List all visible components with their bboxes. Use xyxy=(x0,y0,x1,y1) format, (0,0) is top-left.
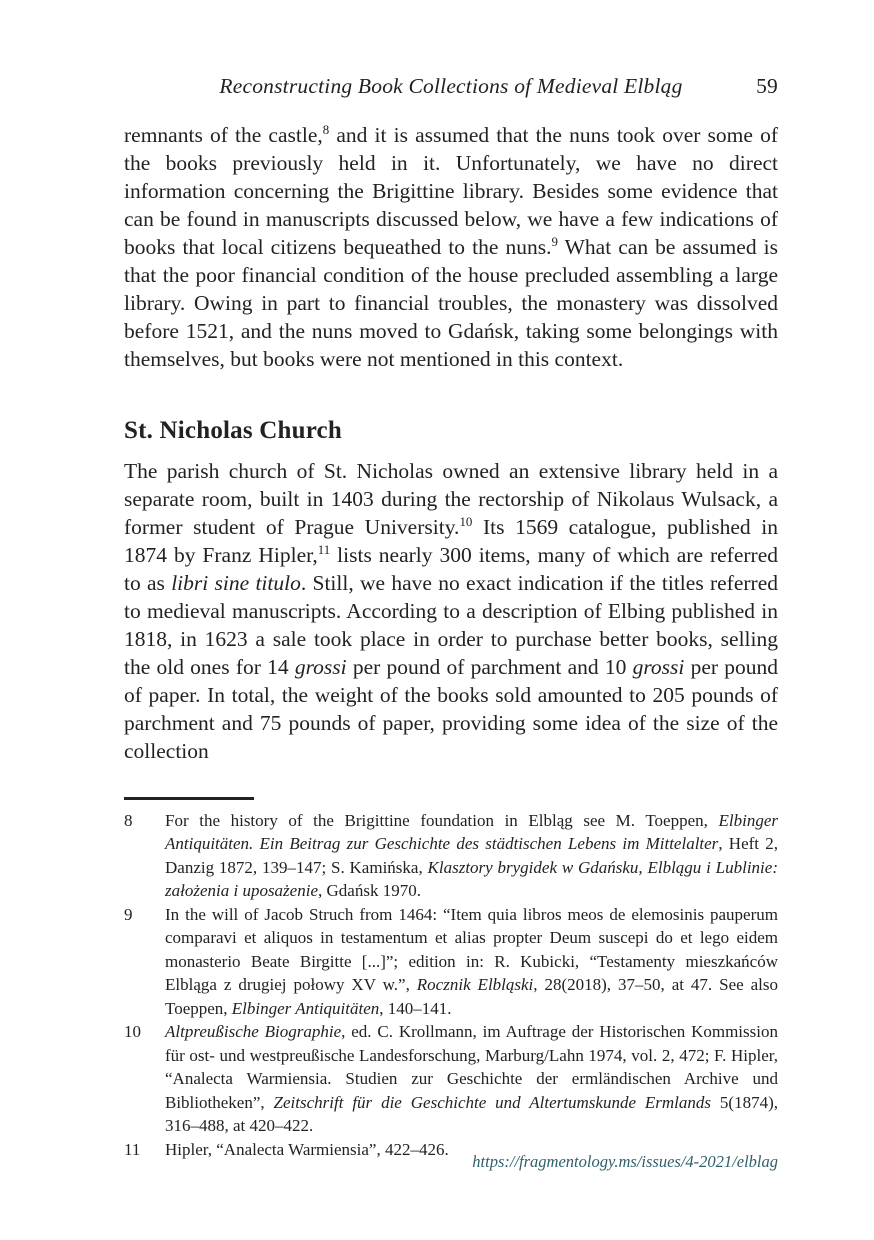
footnote-number: 11 xyxy=(124,1139,141,1159)
body-paragraph-st-nicholas: The parish church of St. Nicholas owned an extensive library held in a separate room, built in 1403 during the rectorship of Nikolaus Wulsack, a former student of Prague University.$^{10}$ Its 1569 catalogue, published in 1874 by Franz Hipler,$^{11}$ lists nearly 300 items, many of which are referred to as libri sine titulo. Still, we have no exact indication if the titles referred to medieval manuscripts. According to a description of Elbing published in 1818, in 1623 a sale took place in order to purchase better books, selling the old ones for 14 grossi per pound of parchment and 10 grossi per pound of paper. In total, the weight of the books sold amounted to 205 pounds of parchment and 75 pounds of paper, providing some idea of the size of the collection xyxy=(124,459,779,763)
footnote-10 xyxy=(124,1020,778,1138)
footnote-number: 9 xyxy=(124,904,133,924)
running-head-title: Reconstructing Book Collections of Medieval Elbląg xyxy=(219,74,683,98)
footnote-text: In the will of Jacob Struch from 1464: “Item quia libros meos de elemosinis pauperum comparavi et aliquos in testamentum et alias propter Deum suscepi do et lego eidem monasterio Beate Birgitte [...]”; edition in: R. Kubicki, “Testamenty mieszkańców Elbląga z drugiej połowy XV w.”, Rocznik Elbląski, 28(2018), 37–50, at 47. See also Toeppen, Elbinger Antiquitäten, 140–141. xyxy=(165,904,778,1018)
body-paragraph-brigittine: remnants of the castle,$^8$ and it is assumed that the nuns took over some of the books previously held in it. Unfortunately, we have no direct information concerning the Brigittine library. Besides some evidence that can be found in manuscripts discussed below, we have a few indications of books that local citizens bequeathed to the nuns.$^9$ What can be assumed is that the poor financial condition of the house precluded assembling a large library. Owing in part to financial troubles, the monastery was dissolved before 1521, and the nuns moved to Gdańsk, taking some belongings with themselves, but books were not mentioned in this context. xyxy=(124,122,778,371)
footnote-text: For the history of the Brigittine foundation in Elbląg see M. Toeppen, Elbinger Antiquitäten. Ein Beitrag zur Geschichte des städtischen Lebens im Mittelalter, Heft 2, Danzig 1872, 139–147; S. Kamińska, Klasztory brygidek w Gdańsku, Elblągu i Lublinie: założenia i uposażenie, Gdańsk 1970. xyxy=(165,810,778,900)
footnote-number: 8 xyxy=(124,810,133,830)
section-heading-st-nicholas: St. Nicholas Church xyxy=(124,417,342,444)
page-number: 59 xyxy=(756,74,778,98)
footnote-text: Altpreußische Biographie, ed. C. Krollmann, im Auftrage der Historischen Kommission für ost- und westpreußische Landesforschung, Marburg/Lahn 1974, vol. 2, 472; F. Hipler, “Analecta Warmiensia. Studien zur Geschichte der ermländischen Archive und Bibliotheken”, Zeitschrift für die Geschichte und Altertumskunde Ermlands 5(1874), 316–488, at 420–422. xyxy=(165,1022,778,1135)
footnote-9 xyxy=(124,903,778,1021)
page-header xyxy=(124,74,778,99)
footnote-separator-rule xyxy=(124,797,254,800)
footnote-number: 10 xyxy=(124,1022,141,1041)
footnotes-section xyxy=(124,797,778,1161)
journal-url-link[interactable]: https://fragmentology.ms/issues/4-2021/elblag xyxy=(472,1152,778,1171)
footnote-8 xyxy=(124,809,778,903)
page-footer xyxy=(124,1152,778,1172)
footnote-text: Hipler, “Analecta Warmiensia”, 422–426. xyxy=(165,1139,449,1159)
